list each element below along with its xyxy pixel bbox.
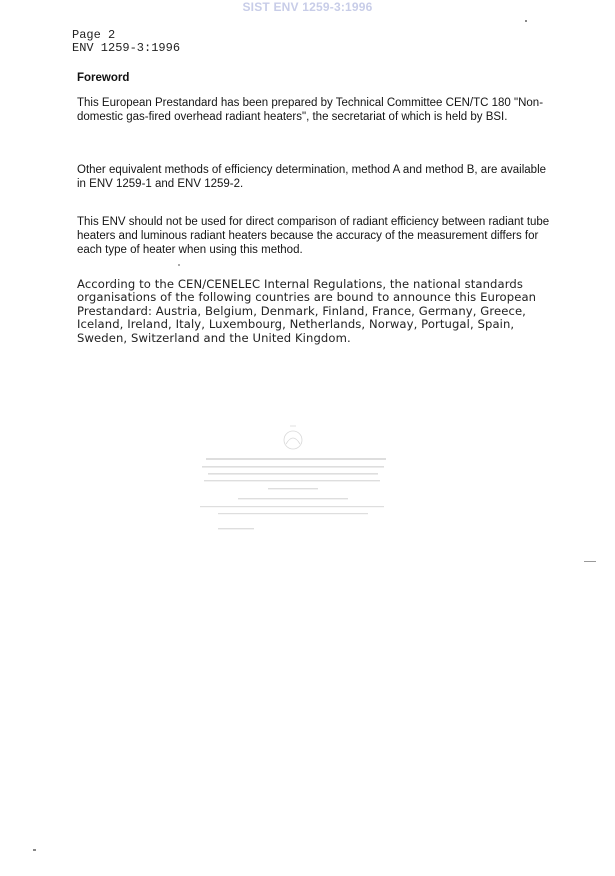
page-header (72, 29, 180, 55)
foreword-paragraph-usage-note: This ENV should not be used for direct comparison of radiant efficiency between radiant tube heaters and luminous radiant heaters because the accuracy of the measurement differs for each type of heater when using this method. (77, 216, 550, 256)
scan-speck (525, 20, 527, 22)
foreword-paragraph-committee: This European Prestandard has been prepared by Technical Committee CEN/TC 180 "Non-domestic gas-fired overhead radiant heaters", the secretariat of which is held by BSI. (77, 97, 544, 123)
page-number: Page 2 (72, 28, 116, 42)
faded-seal-stamp-icon (198, 418, 388, 548)
foreword-paragraph-regulations: According to the CEN/CENELEC Internal Regulations, the national standards organisations of the following countries are bound to announce this European Prestandard: Austria, Belgium, Denmark, Finland, France, Germany, Greece, Iceland, Ireland, Italy, Luxembourg, Netherlands, Norway, Portugal, Spain, Sweden, Switzerland and the United Kingdom. (77, 277, 537, 345)
scan-speck (178, 264, 180, 266)
foreword-heading: Foreword (77, 72, 130, 84)
foreword-paragraph-methods: Other equivalent methods of efficiency determination, method A and method B, are available in ENV 1259-1 and ENV 1259-2. (77, 164, 547, 190)
watermark-document-id: SIST ENV 1259-3:1996 (242, 0, 373, 14)
scan-speck (584, 561, 596, 562)
document-id: ENV 1259-3:1996 (72, 41, 181, 55)
scan-speck (33, 849, 36, 851)
